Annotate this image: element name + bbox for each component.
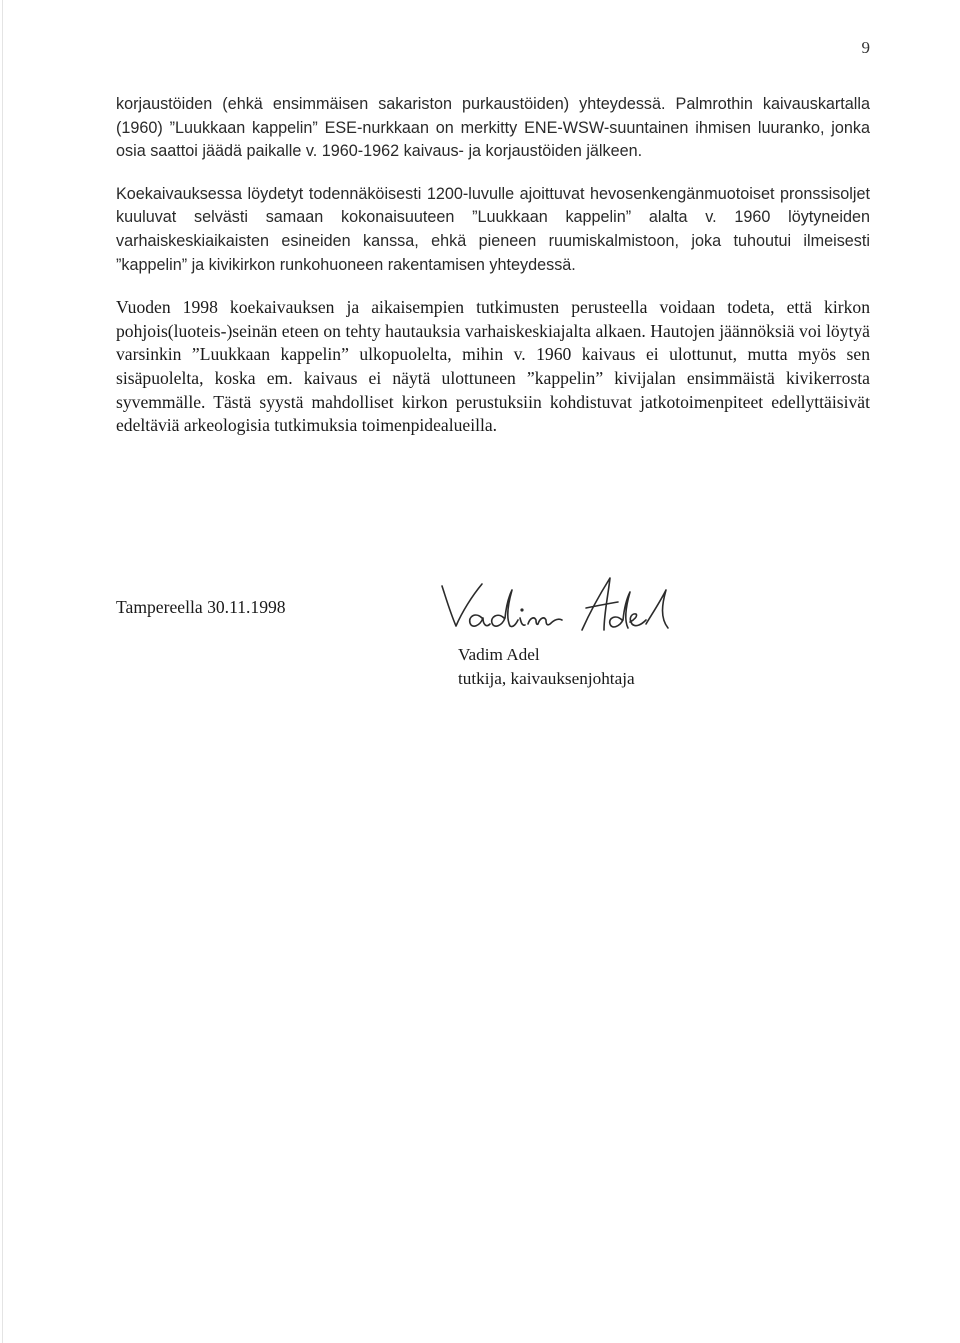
handwritten-signature (420, 568, 690, 648)
signer-title: tutkija, kaivauksenjohtaja (458, 669, 635, 688)
signer-name: Vadim Adel (458, 645, 540, 664)
page-left-edge (2, 0, 3, 1343)
page-number: 9 (861, 38, 870, 57)
paragraph-1: korjaustöiden (ehkä ensimmäisen sakariston purkaustöiden) yhteydessä. Palmrothin kaivauskartalla (1960) ”Luukkaan kappelin” ESE-nurkkaan on merkitty ENE-WSW-suuntainen ihmisen luuranko, jonka osia saattoi jäädä paikalle v. 1960-1962 kaivaus- ja korjaustöiden jälkeen. (116, 95, 870, 161)
body-text (116, 93, 870, 457)
paragraph-3: Vuoden 1998 koekaivauksen ja aikaisempien tutkimusten perusteella voidaan todeta, että kirkon pohjois(luoteis-)seinän eteen on tehty hautauksia varhaiskeskiajalta alkaen. Hautojen jäännöksiä voi löytyä varsinkin ”Luukkaan kappelin” ulkopuolelta, mihin v. 1960 kaivaus ei ulottunut, mutta myös sen sisäpuolelta, koska em. kaivaus ei näytä ulottuneen ”kappelin” kivijalan ensimmäistä kivikerrosta syvemmälle. Tästä syystä mahdolliset kirkon perustuksiin kohdistuvat jatkotoimenpiteet edellyttäisivät edeltäviä arkeologisia tutkimuksia toimenpidealueilla. (116, 297, 870, 436)
place-date: Tampereella 30.11.1998 (116, 597, 286, 617)
signer-block (458, 643, 635, 691)
paragraph-2: Koekaivauksessa löydetyt todennäköisesti 1200-luvulle ajoittuvat hevosenkengänmuotoiset pronssisoljet kuuluvat selvästi samaan kokonaisuuteen ”Luukkaan kappelin” alalta v. 1960 löytyneiden varhaiskeskiaikaisten esineiden kanssa, ehkä pieneen ruumiskalmistoon, joka tuhoutui ilmeisesti ”kappelin” ja kivikirkon runkohuoneen rakentamisen yhteydessä. (116, 184, 870, 274)
